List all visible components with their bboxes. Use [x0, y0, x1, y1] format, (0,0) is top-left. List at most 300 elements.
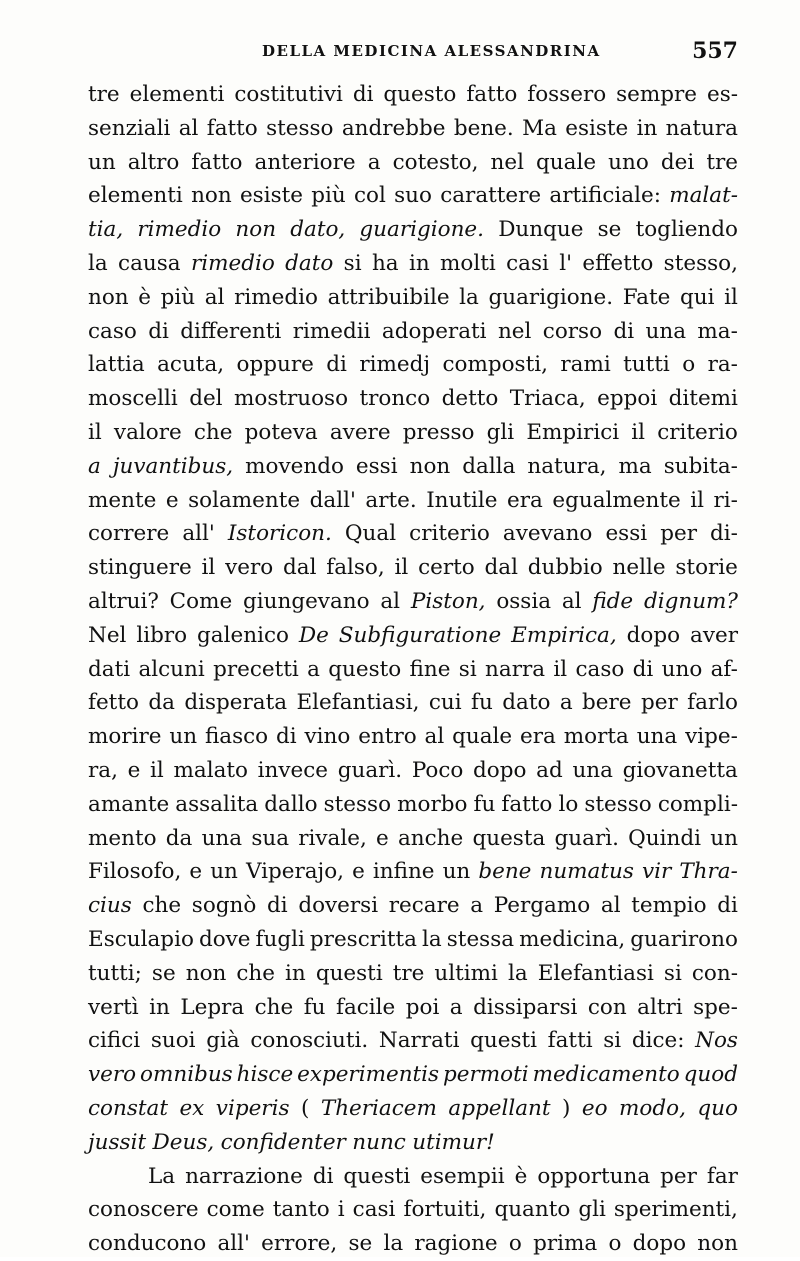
word: invece: [257, 757, 329, 783]
word: quod: [683, 1062, 738, 1088]
word: avevano: [502, 521, 593, 547]
word: rimedii: [292, 318, 371, 344]
word: rimedio: [234, 284, 318, 310]
word: da: [148, 690, 175, 716]
word: uno: [661, 656, 703, 682]
word: altro: [127, 149, 180, 175]
word: o: [508, 1231, 522, 1257]
word: Ma: [522, 115, 557, 141]
word: recare: [388, 893, 460, 919]
text-line: [88, 416, 738, 450]
word: al: [178, 115, 199, 141]
text-line: [88, 1092, 738, 1126]
text-line: [88, 822, 738, 856]
word: ): [562, 1095, 571, 1121]
word: criterio: [657, 419, 738, 445]
word: disperata: [184, 690, 288, 716]
word: modo,: [619, 1095, 686, 1121]
word: essi: [605, 521, 648, 547]
word: tronco: [359, 386, 431, 412]
word: amante: [88, 791, 170, 817]
text-line: [88, 484, 738, 518]
word: a: [470, 893, 484, 919]
text-line: [88, 315, 738, 349]
word: dal: [484, 555, 518, 581]
word: effetto: [582, 250, 654, 276]
word: dove: [198, 926, 251, 952]
text-line: [88, 551, 738, 585]
word: tutti;: [88, 960, 142, 986]
word: come: [206, 1197, 265, 1223]
word: di: [148, 318, 169, 344]
word: al: [424, 724, 445, 750]
word: facile: [335, 994, 396, 1020]
body-text: [88, 78, 738, 1261]
word: conosciuti.: [250, 1028, 369, 1054]
word: che: [254, 994, 294, 1020]
word: dubbio: [527, 555, 603, 581]
word: si: [603, 1028, 622, 1054]
word: rimedj: [359, 352, 431, 378]
text-line: [88, 281, 738, 315]
word: questa: [472, 825, 546, 851]
word: Piston,: [410, 588, 486, 614]
word: experimentis: [297, 1062, 440, 1088]
word: criterio: [409, 521, 490, 547]
word: tre: [706, 149, 738, 175]
text-line: [88, 686, 738, 720]
word: il: [150, 757, 164, 783]
word: natura,: [527, 453, 607, 479]
word: quo: [697, 1095, 738, 1121]
word: non: [185, 960, 227, 986]
word: è: [138, 284, 151, 310]
word: egualmente: [552, 487, 681, 513]
word: poi: [405, 994, 440, 1020]
word: fatti: [547, 1028, 593, 1054]
word: vir: [641, 859, 672, 885]
word: col: [353, 183, 386, 209]
word: jussit: [88, 1129, 147, 1155]
word: Come: [169, 588, 233, 614]
word: libro: [136, 622, 188, 648]
word: in: [285, 960, 306, 986]
word: attribuibile: [327, 284, 450, 310]
word: valore: [113, 419, 182, 445]
word: qui: [679, 284, 715, 310]
word: non: [409, 453, 451, 479]
word: Subfiguratione: [338, 622, 502, 648]
word: fide: [592, 588, 634, 614]
word: fatto: [206, 115, 258, 141]
word: togliendo: [635, 217, 738, 243]
word: già: [206, 1028, 240, 1054]
word: elementi: [129, 82, 225, 107]
word: lattia: [88, 352, 145, 378]
word: vero: [88, 1062, 137, 1088]
word: entro: [358, 724, 417, 750]
word: mostruoso: [233, 386, 349, 412]
word: Elefantiasi,: [296, 690, 420, 716]
word: all': [182, 521, 215, 547]
word: è: [514, 1163, 528, 1189]
word: sperimenti,: [613, 1197, 738, 1223]
word: questo: [383, 82, 457, 107]
word: di: [717, 893, 738, 919]
word: molti: [440, 250, 496, 276]
word: eo: [581, 1095, 608, 1121]
word: farlo: [687, 690, 738, 716]
word: bere: [582, 690, 632, 716]
word: la: [507, 960, 528, 986]
word: Esculapio: [88, 926, 194, 952]
text-line: [88, 1193, 738, 1227]
word: il: [553, 656, 568, 682]
word: vertì: [88, 994, 139, 1020]
word: in: [636, 115, 658, 141]
word: vipe-: [685, 724, 738, 750]
word: al: [380, 588, 401, 614]
word: tre: [392, 960, 425, 986]
word: Triaca,: [509, 386, 586, 412]
word: a: [367, 149, 381, 175]
text-line: [88, 1024, 738, 1058]
word: questi: [343, 1163, 411, 1189]
word: caso: [88, 318, 137, 344]
word: Empirica,: [511, 622, 617, 648]
word: bene: [478, 859, 532, 885]
word: più: [311, 183, 346, 209]
word: appellant: [448, 1095, 551, 1121]
word: cotesto,: [392, 149, 479, 175]
word: nunc: [352, 1129, 406, 1155]
word: juvantibus,: [112, 453, 234, 479]
word: guarigione.: [488, 284, 614, 310]
word: tre: [88, 82, 120, 107]
word: era: [507, 487, 543, 513]
word: mente: [88, 487, 157, 513]
word: solamente: [188, 487, 301, 513]
word: dato: [502, 690, 551, 716]
word: dice:: [631, 1028, 685, 1054]
word: la: [459, 284, 479, 310]
word: fetto: [88, 690, 139, 716]
word: cifici: [88, 1028, 141, 1054]
word: dopo: [473, 757, 527, 783]
word: casi: [506, 250, 549, 276]
word: il: [631, 419, 646, 445]
word: Filosofo,: [88, 859, 182, 885]
word: un: [210, 859, 238, 885]
word: esiste: [239, 183, 303, 209]
word: storie: [675, 555, 738, 581]
word: fatto: [466, 82, 518, 107]
word: tempio: [631, 893, 707, 919]
word: cui: [428, 690, 462, 716]
word: ad: [536, 757, 563, 783]
word: rami: [560, 352, 611, 378]
word: la: [422, 926, 442, 952]
word: avere: [329, 419, 391, 445]
word: per: [660, 521, 697, 547]
word: e: [376, 825, 389, 851]
word: composti,: [442, 352, 548, 378]
word: dissiparsi: [473, 994, 578, 1020]
word: al: [600, 893, 621, 919]
word: dall': [309, 487, 356, 513]
word: e: [127, 757, 141, 783]
word: detto: [441, 386, 499, 412]
word: non: [235, 217, 277, 243]
word: e: [165, 487, 179, 513]
word: del: [189, 386, 223, 412]
word: numatus: [539, 859, 634, 885]
word: oppure: [236, 352, 314, 378]
word: arte.: [365, 487, 417, 513]
word: ma-: [697, 318, 738, 344]
word: viperis: [215, 1095, 290, 1121]
word: di-: [710, 521, 738, 547]
word: confidenter: [220, 1129, 346, 1155]
word: lo: [558, 791, 579, 817]
word: all': [217, 1231, 250, 1257]
word: anteriore: [254, 149, 356, 175]
word: o: [608, 1231, 622, 1257]
word: errore,: [261, 1231, 338, 1257]
text-line: [88, 957, 738, 991]
word: da: [165, 825, 193, 851]
word: ossia: [496, 588, 552, 614]
word: a: [307, 656, 320, 682]
word: narrazione: [185, 1163, 303, 1189]
word: giovanetta: [622, 757, 738, 783]
word: l': [559, 250, 573, 276]
word: a: [88, 453, 101, 479]
text-line: [88, 754, 738, 788]
word: Viperajo,: [245, 859, 345, 885]
word: di: [632, 656, 654, 682]
word: dallo: [264, 791, 318, 817]
word: mento: [88, 825, 157, 851]
word: suo: [394, 183, 432, 209]
word: fatto: [191, 149, 243, 175]
word: dignum?: [643, 588, 738, 614]
word: per: [660, 1163, 697, 1189]
word: se: [597, 217, 622, 243]
word: dati: [88, 656, 131, 682]
word: es-: [706, 82, 738, 107]
text-line: [88, 1058, 738, 1092]
word: ragione: [414, 1231, 498, 1257]
word: Nel: [88, 622, 127, 648]
text-line: [88, 112, 738, 146]
word: Istoricon.: [227, 521, 332, 547]
word: di: [613, 318, 635, 344]
word: conducono: [88, 1231, 207, 1257]
word: il: [724, 284, 738, 310]
word: non: [88, 284, 129, 310]
text-line: [88, 213, 738, 247]
word: ex: [179, 1095, 205, 1121]
word: dato: [285, 250, 334, 276]
word: Elefantiasi: [537, 960, 654, 986]
word: cius: [88, 893, 132, 919]
word: caso: [575, 656, 625, 682]
word: ra,: [88, 757, 118, 783]
word: gli: [486, 419, 515, 445]
word: questi: [470, 1028, 537, 1054]
word: far: [706, 1163, 738, 1189]
text-line: [88, 991, 738, 1025]
word: narra: [485, 656, 546, 682]
word: differenti: [180, 318, 282, 344]
word: Fate: [622, 284, 671, 310]
word: poteva: [244, 419, 318, 445]
word: stesso,: [663, 250, 738, 276]
word: casi: [352, 1197, 396, 1223]
word: infine: [372, 859, 435, 885]
word: Qual: [344, 521, 397, 547]
word: non: [697, 1231, 738, 1257]
word: che: [142, 893, 182, 919]
word: nel: [490, 149, 524, 175]
word: questo: [328, 656, 402, 682]
word: af-: [710, 656, 738, 682]
word: ditemi: [668, 386, 738, 412]
word: Theriacem: [320, 1095, 437, 1121]
word: corso: [542, 318, 603, 344]
word: si: [663, 960, 682, 986]
word: vino: [304, 724, 351, 750]
word: aver: [690, 622, 738, 648]
word: quale: [536, 149, 597, 175]
word: nel: [497, 318, 532, 344]
word: se: [151, 960, 176, 986]
word: natura: [665, 115, 738, 141]
word: giungevano: [242, 588, 370, 614]
word: un: [88, 149, 116, 175]
word: ha: [371, 250, 399, 276]
word: artificiale:: [549, 183, 661, 209]
word: andrebbe: [341, 115, 446, 141]
word: gli: [578, 1197, 606, 1223]
word: e: [352, 859, 365, 885]
word: guarì.: [337, 757, 403, 783]
word: che: [193, 419, 233, 445]
word: dalla: [462, 453, 516, 479]
word: esiste: [565, 115, 629, 141]
word: era: [520, 724, 556, 750]
word: carattere: [440, 183, 542, 209]
word: una: [645, 318, 687, 344]
word: vero: [225, 555, 274, 581]
word: o: [682, 352, 696, 378]
word: compli-: [657, 791, 738, 817]
word: dopo: [632, 1231, 687, 1257]
word: e: [189, 859, 203, 885]
word: il: [690, 487, 704, 513]
word: senziali: [88, 115, 171, 141]
word: con-: [691, 960, 738, 986]
word: quale: [452, 724, 513, 750]
text-line: [88, 788, 738, 822]
word: tanto: [272, 1197, 330, 1223]
word: conoscere: [88, 1197, 199, 1223]
word: ultimi: [434, 960, 498, 986]
word: fiasco: [204, 724, 269, 750]
word: fu: [471, 690, 493, 716]
word: ra-: [707, 352, 738, 378]
word: galenico: [197, 622, 289, 648]
word: fatto: [501, 791, 553, 817]
word: Pergamo: [493, 893, 591, 919]
word: al: [561, 588, 582, 614]
text-line: [88, 653, 738, 687]
word: De: [298, 622, 329, 648]
word: esempii: [420, 1163, 505, 1189]
word: moscelli: [88, 386, 178, 412]
word: di: [267, 893, 288, 919]
text-line: [88, 889, 738, 923]
word: certo: [418, 555, 475, 581]
word: precetti: [213, 656, 299, 682]
word: elementi: [88, 183, 183, 209]
word: si: [343, 250, 362, 276]
word: bene.: [453, 115, 514, 141]
word: presso: [402, 419, 475, 445]
word: rimedio: [137, 217, 222, 243]
word: adoperati: [381, 318, 487, 344]
word: quanto: [494, 1197, 571, 1223]
word: morire: [88, 724, 162, 750]
word: tutti: [623, 352, 670, 378]
text-line: [88, 348, 738, 382]
word: fu: [473, 791, 496, 817]
word: nelle: [612, 555, 666, 581]
word: a: [559, 690, 573, 716]
word: in: [408, 250, 430, 276]
text-line: [88, 585, 738, 619]
word: stessa: [446, 926, 515, 952]
word: la: [383, 1231, 404, 1257]
word: movendo: [245, 453, 344, 479]
word: un: [169, 724, 198, 750]
word: causa: [118, 250, 181, 276]
word: ri-: [713, 487, 738, 513]
word: un: [442, 859, 471, 885]
word: morbo: [397, 791, 468, 817]
word: Thra-: [679, 859, 738, 885]
word: Dunque: [498, 217, 584, 243]
word: di: [326, 352, 347, 378]
word: fu: [303, 994, 326, 1020]
text-line: [88, 179, 738, 213]
word: fortuiti,: [403, 1197, 487, 1223]
word: al: [204, 284, 225, 310]
word: Deus,: [152, 1129, 215, 1155]
word: (: [300, 1095, 310, 1121]
text-line: [88, 619, 738, 653]
word: una: [572, 757, 613, 783]
word: malat-: [669, 183, 738, 209]
word: a: [449, 994, 463, 1020]
word: dopo: [626, 622, 681, 648]
word: una: [636, 724, 678, 750]
word: fugli: [255, 926, 305, 952]
word: che: [236, 960, 276, 986]
word: falso,: [326, 555, 385, 581]
word: tia,: [88, 217, 124, 243]
